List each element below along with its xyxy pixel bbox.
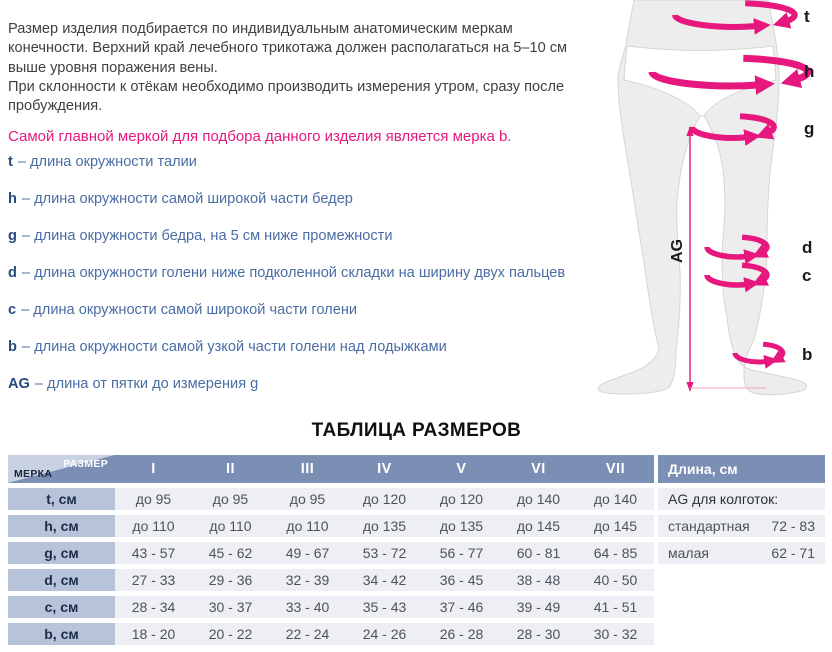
measurement-key: t — [8, 154, 13, 170]
measurement-desc: – длина окружности талии — [17, 154, 197, 170]
corner-label-size: РАЗМЕР — [63, 458, 108, 470]
table-cell: 24 - 26 — [346, 623, 423, 645]
table-cell: 64 - 85 — [577, 542, 654, 564]
measurement-item-c — [8, 301, 628, 320]
table-row-c — [8, 596, 654, 618]
table-cell: до 135 — [346, 515, 423, 537]
column-header-7: VII — [577, 455, 654, 483]
table-cell: 53 - 72 — [346, 542, 423, 564]
intro-paragraph-1: Размер изделия подбирается по индивидуальным анатомическим меркам конечности. Верхний край лечебного трикотажа должен располагаться на 5–10 см выше уровня поражения вены. — [8, 20, 568, 76]
table-cell: 60 - 81 — [500, 542, 577, 564]
table-cell: до 120 — [346, 488, 423, 510]
table-cell: до 145 — [577, 515, 654, 537]
table-cell: 37 - 46 — [423, 596, 500, 618]
table-cell: 56 - 77 — [423, 542, 500, 564]
measurement-key: c — [8, 302, 17, 318]
diagram-label-g: g — [804, 119, 815, 138]
length-label: стандартная — [668, 518, 750, 534]
column-header-2: II — [192, 455, 269, 483]
column-header-6: VI — [500, 455, 577, 483]
measurement-item-b — [8, 338, 628, 357]
table-cell: 30 - 32 — [577, 623, 654, 645]
table-cell: 33 - 40 — [269, 596, 346, 618]
length-panel — [658, 455, 825, 564]
measurement-desc: – длина окружности самой широкой части голени — [21, 302, 358, 318]
table-cell: до 110 — [115, 515, 192, 537]
table-cell: до 95 — [192, 488, 269, 510]
row-header: d, см — [8, 569, 115, 591]
measurement-key: b — [8, 339, 17, 355]
table-row-d — [8, 569, 654, 591]
diagram-label-h: h — [804, 62, 815, 81]
table-cell: 49 - 67 — [269, 542, 346, 564]
measurement-desc: – длина окружности голени ниже подколенной складки на ширину двух пальцев — [21, 265, 566, 281]
column-header-4: IV — [346, 455, 423, 483]
table-cell: до 140 — [500, 488, 577, 510]
measurement-desc: – длина от пятки до измерения g — [34, 376, 259, 392]
table-cell: до 110 — [192, 515, 269, 537]
table-cell: до 135 — [423, 515, 500, 537]
length-value: 62 - 71 — [771, 545, 815, 561]
table-cell: 18 - 20 — [115, 623, 192, 645]
table-cell: до 95 — [115, 488, 192, 510]
row-header: h, см — [8, 515, 115, 537]
size-table-header — [8, 455, 654, 483]
table-row-b — [8, 623, 654, 645]
intro-paragraph-2: При склонности к отёкам необходимо производить измерения утром, сразу после пробуждения. — [8, 78, 565, 115]
corner-cell — [8, 455, 115, 483]
diagram-label-c: c — [802, 266, 812, 285]
table-cell: 39 - 49 — [500, 596, 577, 618]
table-cell: 32 - 39 — [269, 569, 346, 591]
corner-label-measure: МЕРКА — [14, 468, 53, 480]
table-cell: 29 - 36 — [192, 569, 269, 591]
size-table-title: ТАБЛИЦА РАЗМЕРОВ — [311, 420, 522, 441]
table-cell: до 145 — [500, 515, 577, 537]
table-cell: до 95 — [269, 488, 346, 510]
table-cell: 30 - 37 — [192, 596, 269, 618]
measurement-item-t — [8, 153, 628, 172]
measurement-desc: – длина окружности бедра, на 5 см ниже промежности — [21, 228, 393, 244]
table-cell: 45 - 62 — [192, 542, 269, 564]
ag-line-label: AG — [669, 239, 686, 263]
table-cell: до 120 — [423, 488, 500, 510]
diagram-label-d: d — [802, 238, 813, 257]
length-panel-note: AG для колготок: — [658, 488, 825, 510]
table-cell: 40 - 50 — [577, 569, 654, 591]
length-label: малая — [668, 545, 709, 561]
measurement-key: AG — [8, 376, 30, 392]
table-cell: до 110 — [269, 515, 346, 537]
table-cell: до 140 — [577, 488, 654, 510]
length-panel-row-standard — [658, 515, 825, 537]
table-cell: 27 - 33 — [115, 569, 192, 591]
table-cell: 36 - 45 — [423, 569, 500, 591]
size-table — [8, 455, 654, 645]
length-value: 72 - 83 — [771, 518, 815, 534]
measurement-desc: – длина окружности самой широкой части бедер — [21, 191, 353, 207]
diagram-label-t: t — [804, 7, 810, 26]
table-cell: 26 - 28 — [423, 623, 500, 645]
measurement-item-ag — [8, 375, 628, 394]
diagram-label-b: b — [802, 345, 813, 364]
measurement-item-d — [8, 264, 628, 283]
measurement-item-g — [8, 227, 628, 246]
length-panel-row-short — [658, 542, 825, 564]
measurement-key: g — [8, 228, 17, 244]
table-cell: 38 - 48 — [500, 569, 577, 591]
key-measurement-note: Самой главной меркой для подбора данного изделия является мерка b. — [8, 128, 512, 145]
table-cell: 35 - 43 — [346, 596, 423, 618]
table-cell: 22 - 24 — [269, 623, 346, 645]
table-row-g — [8, 542, 654, 564]
measurement-desc: – длина окружности самой узкой части голени над лодыжками — [21, 339, 447, 355]
column-header-1: I — [115, 455, 192, 483]
column-header-3: III — [269, 455, 346, 483]
table-cell: 28 - 30 — [500, 623, 577, 645]
measurement-item-h — [8, 190, 628, 209]
measurement-key: h — [8, 191, 17, 207]
table-row-t — [8, 488, 654, 510]
ag-arrow-down — [686, 382, 693, 392]
table-row-h — [8, 515, 654, 537]
body-measurement-diagram — [570, 0, 832, 400]
column-header-5: V — [423, 455, 500, 483]
table-cell: 34 - 42 — [346, 569, 423, 591]
row-header: b, см — [8, 623, 115, 645]
row-header: c, см — [8, 596, 115, 618]
table-cell: 41 - 51 — [577, 596, 654, 618]
table-cell: 20 - 22 — [192, 623, 269, 645]
table-cell: 43 - 57 — [115, 542, 192, 564]
row-header: t, см — [8, 488, 115, 510]
measurement-key: d — [8, 265, 17, 281]
table-cell: 28 - 34 — [115, 596, 192, 618]
row-header: g, см — [8, 542, 115, 564]
length-panel-title: Длина, см — [658, 455, 825, 483]
